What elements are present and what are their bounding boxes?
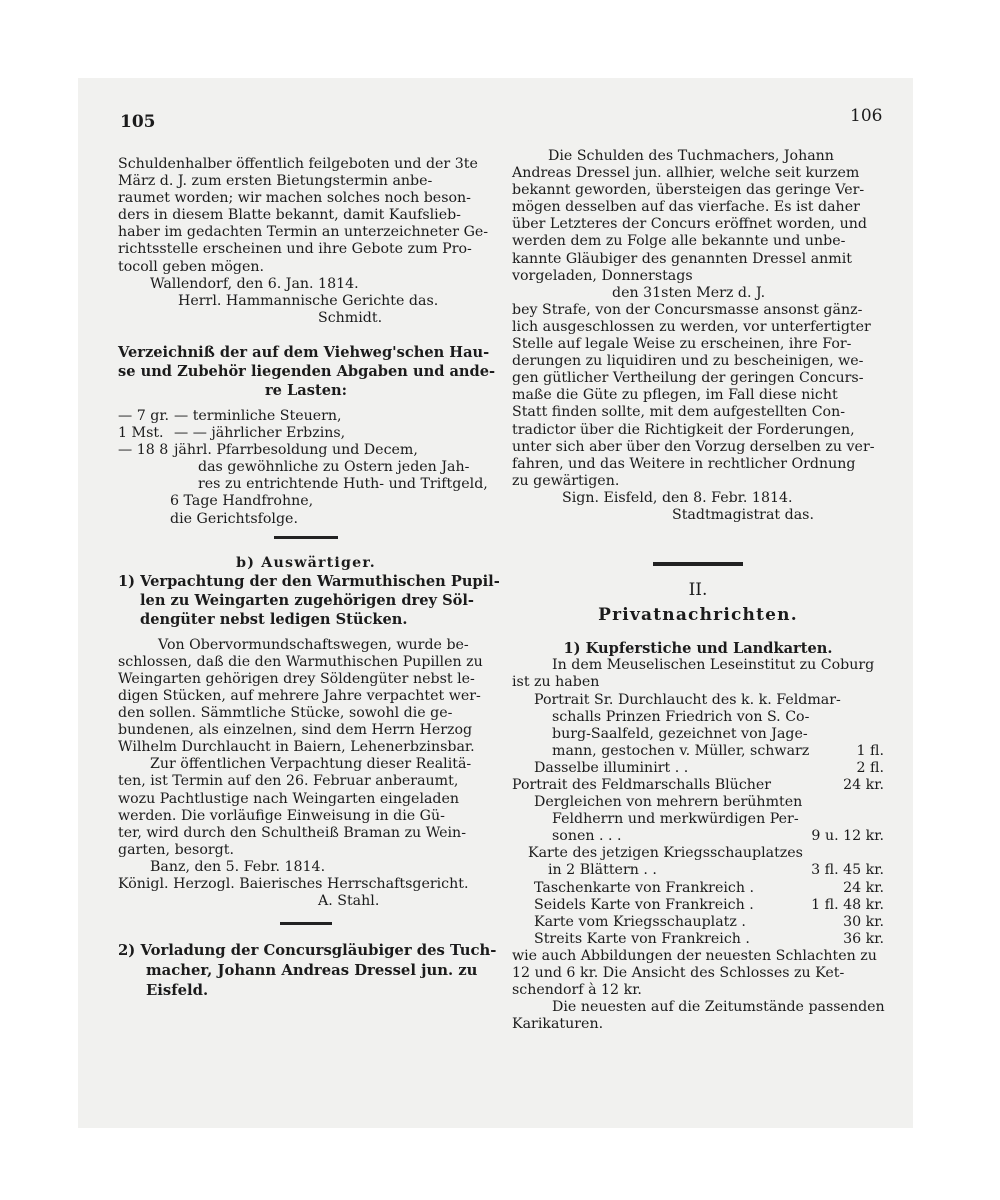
price-label: Portrait Sr. Durchlaucht des k. k. Feldmar- — [534, 691, 841, 708]
list-item — [118, 442, 494, 459]
price-label: Portrait des Feldmarschalls Blücher — [512, 777, 772, 793]
text-line: über Letzteres der Concurs eröffnet worden, und — [512, 216, 867, 233]
text-line: res zu entrichtende Huth- und Triftgeld, — [198, 476, 488, 493]
text-line: wie auch Abbildungen der neuesten Schlachten zu — [512, 947, 877, 964]
place-date: Wallendorf, den 6. Jan. 1814. — [150, 275, 359, 292]
text-line: 12 und 6 kr. Die Ansicht des Schlosses zu Ket- — [512, 965, 845, 982]
list-item — [118, 425, 494, 442]
divider — [280, 922, 332, 925]
text-line: garten, besorgt. — [118, 841, 234, 858]
price-row — [512, 931, 884, 948]
price-label: Streits Karte von Frankreich . — [534, 930, 750, 947]
price-row — [512, 794, 884, 811]
heading-line: 2) Vorladung der Concursgläubiger des Tuch- — [118, 942, 497, 960]
signer: Schmidt. — [318, 309, 383, 326]
text-line: den sollen. Sämmtliche Stücke, sowohl die ge- — [118, 705, 453, 722]
text-line: Wilhelm Durchlaucht in Baiern, Lehenerbzinsbar. — [118, 739, 475, 756]
court-name: Königl. Herzogl. Baierisches Herrschaftsgericht. — [118, 876, 469, 892]
court-name: Herrl. Hammannische Gerichte das. — [178, 292, 439, 309]
heading-line: 1) Verpachtung der den Warmuthischen Pupil- — [118, 572, 500, 590]
price-value — [812, 726, 884, 743]
price-value — [812, 794, 884, 811]
text-line: März d. J. zum ersten Bietungstermin anbe- — [118, 173, 433, 190]
price-label: Dergleichen von mehrern berühmten — [534, 794, 803, 811]
text-line: lich ausgeschlossen zu werden, vor unterfertigter — [512, 318, 871, 335]
text-line: maße die Güte zu pflegen, im Fall diese nicht — [512, 387, 838, 404]
price-label: mann, gestochen v. Müller, schwarz — [552, 742, 810, 759]
price-list — [512, 692, 884, 948]
text-line: tradictor über die Richtigkeit der Forderungen, — [512, 421, 855, 438]
text-line: ten, ist Termin auf den 26. Februar anberaumt, — [118, 773, 459, 790]
signer: A. Stahl. — [318, 893, 380, 910]
item1-body — [118, 637, 494, 911]
text-line: unter sich aber über den Vorzug derselben zu ver- — [512, 438, 875, 455]
price-row — [512, 828, 884, 845]
left-column — [118, 156, 500, 1001]
text-line: Zur öffentlichen Verpachtung dieser Realitä- — [150, 756, 472, 773]
price-row — [512, 862, 884, 879]
text-line: Die neuesten auf die Zeitumstände passenden — [552, 999, 885, 1016]
text-line: Andreas Dressel jun. allhier, welche seit kurzem — [512, 165, 860, 182]
text-line: schendorf à 12 kr. — [512, 982, 642, 999]
text-line: die Gerichtsfolge. — [170, 510, 298, 527]
text-line: haber im gedachten Termin an unterzeichneter Ge- — [118, 224, 489, 241]
text-line: bey Strafe, von der Concursmasse ansonst gänz- — [512, 301, 863, 318]
price-label: Karte vom Kriegsschauplatz . — [534, 913, 746, 930]
left-page-number: 105 — [120, 112, 156, 132]
text-line: schlossen, daß die den Warmuthischen Pupillen zu — [118, 653, 483, 670]
text-line: tocoll geben mögen. — [118, 258, 265, 275]
price-label: Taschenkarte von Frankreich . — [534, 879, 755, 896]
summons-notice — [512, 148, 884, 524]
price-row — [512, 777, 884, 794]
price-value: 1 fl. — [856, 742, 884, 759]
price-value: 1 fl. 48 kr. — [811, 896, 884, 913]
heading-line: dengüter nebst ledigen Stücken. — [140, 610, 408, 628]
price-row — [512, 760, 884, 777]
price-label: in 2 Blättern . . — [548, 862, 657, 879]
text-line: zu gewärtigen. — [512, 472, 620, 489]
heading-line: Eisfeld. — [146, 982, 209, 1000]
text-line: richtsstelle erscheinen und ihre Gebote zum Pro- — [118, 241, 472, 258]
text-line: bekannt geworden, übersteigen das geringe Ver- — [512, 182, 865, 199]
divider — [274, 536, 338, 539]
item-text: — terminliche Steuern, — [174, 407, 342, 424]
signer: Stadtmagistrat das. — [672, 506, 814, 523]
price-row — [512, 743, 884, 760]
item1-title — [118, 572, 500, 629]
text-line: Statt finden sollte, mit dem aufgestellten Con- — [512, 404, 846, 421]
right-column — [512, 148, 884, 1033]
amount: — 7 gr. — [118, 407, 170, 424]
price-row — [512, 880, 884, 897]
price-label: schalls Prinzen Friedrich von S. Co- — [552, 708, 810, 725]
text-line: digen Stücken, auf mehrere Jahre verpachtet wer- — [118, 687, 481, 704]
text-line: fahren, und das Weitere in rechtlicher Ordnung — [512, 455, 856, 472]
right-page-number: 106 — [850, 106, 883, 126]
price-label: Dasselbe illuminirt . . — [534, 759, 689, 776]
price-value: 30 kr. — [843, 913, 884, 930]
price-value — [812, 709, 884, 726]
price-value: 3 fl. 45 kr. — [811, 862, 884, 879]
price-value — [841, 692, 913, 709]
text-line: mögen desselben auf das vierfache. Es ist daher — [512, 199, 860, 216]
price-value: 24 kr. — [843, 879, 884, 896]
price-value: 24 kr. — [843, 777, 884, 793]
text-line: Weingarten gehörigen drey Söldengüter nebst le- — [118, 670, 475, 687]
register-list — [118, 408, 494, 528]
price-row — [512, 845, 884, 862]
heading-line: re Lasten: — [264, 381, 347, 399]
item-text: jährl. Pfarrbesoldung und Decem, — [174, 442, 418, 459]
item-title: 1) Kupferstiche und Landkarten. — [563, 640, 833, 658]
text-line: 6 Tage Handfrohne, — [170, 493, 314, 510]
text-line: In dem Meuselischen Leseinstitut zu Coburg — [552, 657, 875, 674]
text-line: werden dem zu Folge alle bekannte und unbe- — [512, 233, 846, 250]
price-label: Karte des jetzigen Kriegsschauplatzes — [528, 845, 803, 862]
amount: 1 Mst. — [118, 425, 164, 442]
price-value: 9 u. 12 kr. — [811, 828, 884, 845]
divider — [653, 562, 743, 566]
auction-notice — [118, 156, 494, 327]
price-label: Seidels Karte von Frankreich . — [534, 896, 754, 913]
text-line: bundenen, als einzelnen, sind dem Herrn Herzog — [118, 722, 473, 739]
list-item — [118, 408, 494, 425]
text-line: kannte Gläubiger des genannten Dressel anmit — [512, 250, 853, 267]
text-line: Von Obervormundschaftswegen, wurde be- — [158, 636, 469, 653]
price-label: burg-Saalfeld, gezeichnet von Jage- — [552, 725, 808, 742]
amount: — 18 8 — [118, 442, 169, 459]
text-line: ter, wird durch den Schultheiß Braman zu Wein- — [118, 824, 466, 841]
price-value — [812, 811, 884, 828]
text-line: Die Schulden des Tuchmachers, Johann — [548, 148, 834, 164]
section-heading: b) Auswärtiger. — [236, 554, 376, 571]
item2-title — [118, 941, 497, 1001]
text-line: werden. Die vorläufige Einweisung in die Gü- — [118, 807, 445, 824]
price-value — [812, 845, 884, 862]
text-line: vorgeladen, Donnerstags — [512, 267, 693, 284]
place-date: Banz, den 5. Febr. 1814. — [150, 858, 326, 875]
item-text: — — jährlicher Erbzins, — [174, 425, 346, 442]
text-line: gen gütlicher Vertheilung der geringen Concurs- — [512, 370, 864, 387]
text-line: raumet worden; wir machen solches noch beson- — [118, 190, 471, 207]
text-line: das gewöhnliche zu Ostern jeden Jah- — [198, 459, 470, 476]
heading-line: Verzeichniß der auf dem Viehweg'schen Hau- — [118, 343, 490, 361]
place-date: Sign. Eisfeld, den 8. Febr. 1814. — [562, 489, 793, 506]
price-value: 36 kr. — [843, 930, 884, 947]
text-line: derungen zu liquidiren und zu bescheinigen, we- — [512, 353, 864, 370]
hearing-date: den 31sten Merz d. J. — [612, 284, 766, 301]
heading-line: len zu Weingarten zugehörigen drey Söl- — [140, 591, 474, 609]
register-heading — [118, 343, 494, 400]
price-row — [512, 914, 884, 931]
text-line: ist zu haben — [512, 674, 600, 691]
price-row — [512, 692, 884, 709]
price-label: Feldherrn und merkwürdigen Per- — [552, 811, 799, 828]
section-title: Privatnachrichten. — [598, 605, 798, 626]
price-row — [512, 709, 884, 726]
heading-line: se und Zubehör liegenden Abgaben und ande- — [118, 362, 496, 380]
text-line: Stelle auf legale Weise zu erscheinen, ihre For- — [512, 336, 852, 353]
section-numeral: II. — [688, 580, 708, 601]
price-value: 2 fl. — [856, 759, 884, 776]
price-label: sonen . . . — [552, 828, 622, 845]
text-line: Karikaturen. — [512, 1016, 604, 1033]
price-row — [512, 726, 884, 743]
text-line: ders in diesem Blatte bekannt, damit Kaufslieb- — [118, 207, 461, 224]
text-line: Schuldenhalber öffentlich feilgeboten und der 3te — [118, 156, 478, 172]
price-row — [512, 811, 884, 828]
text-line: wozu Pachtlustige nach Weingarten eingeladen — [118, 790, 460, 807]
price-row — [512, 897, 884, 914]
heading-line: macher, Johann Andreas Dressel jun. zu — [146, 962, 478, 980]
